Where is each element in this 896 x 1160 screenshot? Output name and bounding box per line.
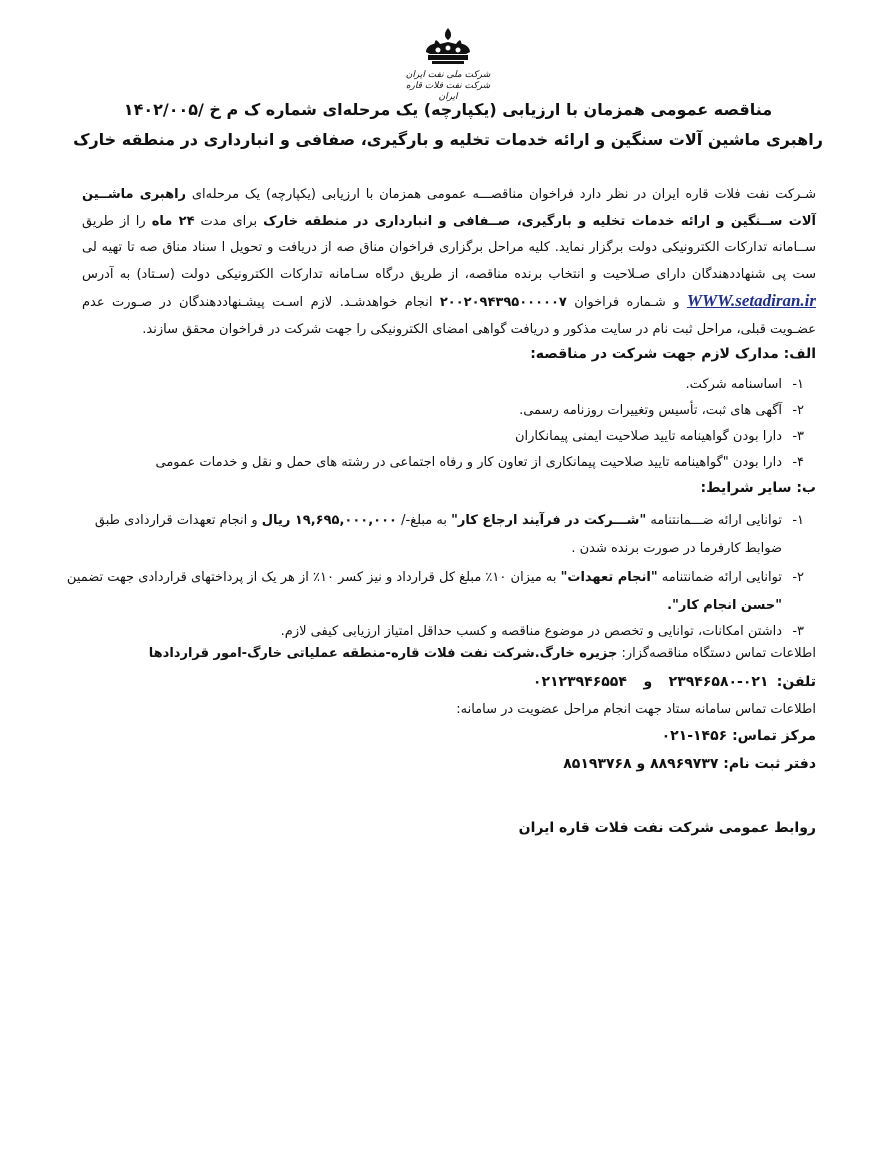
- list-item: [60, 507, 814, 563]
- intro-text-1: شـرکت نفت فلات قاره ایران در نظر دارد فراخوان مناقصـــه عمومی همزمان با ارزیابی (یکپارچه) یک مرحله‌ای: [191, 187, 816, 202]
- section-a-heading: الف: مدارک لازم جهت شرکت در مناقصه:: [530, 346, 816, 362]
- setadiran-link[interactable]: WWW.setadiran.ir: [686, 291, 816, 310]
- list-item: [60, 449, 814, 477]
- nioc-flame-logo-icon: [416, 26, 480, 68]
- contact-address: جزیره خارگ.شرکت نفت فلات قاره-منطقه عملیاتی خارگ-امور قراردادها: [148, 646, 618, 661]
- intro-text-4: و شـماره فراخوان: [574, 295, 680, 310]
- intro-duration-bold: ۲۴ ماه: [151, 213, 195, 229]
- performance-text-2: به میزان ۱۰٪ مبلغ کل قرارداد و نیز کسر ۱۰٪ از هر یک از پرداختهای قراردادی جهت تضمین: [66, 570, 557, 585]
- list-item-text: اساسنامه شرکت.: [685, 377, 782, 392]
- bid-bond-amount: ۱۹,۶۹۵,۰۰۰,۰۰۰ ریال: [261, 513, 397, 528]
- logo-caption-ioocc: شرکت نفت فلات قاره ایران: [405, 81, 491, 102]
- setad-contact-info: اطلاعات تماس سامانه ستاد جهت انجام مراحل عضویت در سامانه:: [456, 702, 816, 717]
- list-item-text: دارا بودن گواهینامه تایید صلاحیت ایمنی پیمانکاران: [514, 429, 782, 444]
- phone-number-2: ۰۲۱۲۳۹۴۶۵۵۴: [532, 674, 627, 690]
- guarantee-text-1: توانایی ارائه ضـــمانتنامه: [650, 513, 782, 528]
- intro-text-5: انجام خواهدشـد. لازم اسـت پیشـنهاددهندگان در صـورت عدم عضـویت قبلی، مراحل ثبت نام در سایت مذکور و دریافت گواهی امضای الکترونیکی را جهت شرکت در فراخوان محقق سازند.: [82, 295, 816, 337]
- list-item: [60, 397, 814, 425]
- logo-caption-nioc: شرکت ملی نفت ایران: [405, 70, 491, 80]
- list-item-number: ۱-: [792, 513, 804, 528]
- call-center-number: مرکز تماس: ۱۴۵۶-۰۲۱: [661, 728, 816, 744]
- company-logo: [398, 26, 498, 103]
- list-item-number: ۲-: [792, 403, 804, 418]
- tender-subject: راهبری ماشین آلات سنگین و ارائه خدمات تخلیه و بارگیری، صفافی و انبارداری در منطقه خارک: [73, 130, 823, 149]
- section-b-heading: ب: سایر شرایط:: [700, 480, 816, 496]
- list-item: [60, 423, 814, 451]
- call-center: [662, 728, 816, 744]
- good-performance-bold: "حسن انجام کار".: [667, 598, 782, 613]
- list-item: [60, 618, 814, 646]
- intro-text-2: برای مدت: [200, 213, 258, 229]
- guarantee-text-2: به مبلغ-/: [401, 513, 447, 528]
- phone-label: تلفن:: [776, 674, 816, 690]
- list-item: [60, 371, 814, 399]
- contact-label: اطلاعات تماس دستگاه مناقصه‌گزار:: [621, 646, 816, 661]
- list-item-number: ۲-: [792, 570, 804, 585]
- list-item-text: داشتن امکانات، توانایی و تخصص در موضوع مناقصه و کسب حداقل امتیاز ارزیابی کیفی لازم.: [280, 624, 782, 639]
- performance-bond-bold: "انجام تعهدات": [560, 570, 658, 585]
- contact-phone: [533, 674, 816, 690]
- contact-tenderer: [149, 646, 816, 661]
- list-item-number: ۴-: [792, 455, 804, 470]
- phone-number-1: ۰۲۱-۲۳۹۴۶۵۸۰: [668, 674, 769, 690]
- list-item-number: ۳-: [792, 624, 804, 639]
- list-item-number: ۳-: [792, 429, 804, 444]
- guarantee-text-3: و انجام تعهدات قراردادی طبق ضوابط کارفرما در صورت برنده شدن .: [94, 513, 782, 556]
- intro-paragraph: [82, 182, 816, 343]
- intro-subject-bold: راهبری ماشــین آلات ســنگین و ارائه خدمات تخلیه و بارگیری، صــفافی و انبارداری در منطقه خارک: [82, 187, 816, 229]
- phone-and: و: [643, 674, 653, 690]
- list-item: [60, 564, 814, 620]
- registration-office: [563, 756, 816, 772]
- tender-number-bold: ۲۰۰۲۰۹۴۳۹۵۰۰۰۰۰۷: [439, 295, 567, 310]
- list-item-text: آگهی های ثبت، تأسیس وتغییرات روزنامه رسمی.: [519, 403, 782, 418]
- tender-title: مناقصه عمومی همزمان با ارزیابی (یکپارچه) یک مرحله‌ای شماره ک م خ /۱۴۰۲/۰۰۵: [123, 100, 773, 119]
- list-item-text: [60, 564, 782, 620]
- list-item-text: [60, 507, 782, 563]
- list-item-number: ۱-: [792, 377, 804, 392]
- list-item-text: دارا بودن "گواهینامه تایید صلاحیت پیمانکاری از تعاون کار و رفاه اجتماعی در رشته های حمل و نقل و خدمات عمومی: [155, 455, 782, 470]
- registration-numbers: دفتر ثبت نام: ۸۸۹۶۹۷۳۷ و ۸۵۱۹۳۷۶۸: [563, 756, 816, 772]
- bid-bond-bold: "شـــرکت در فرآیند ارجاع کار": [451, 513, 647, 528]
- public-relations-signature: روابط عمومی شرکت نفت فلات قاره ایران: [518, 820, 816, 836]
- intro-text-3: را از طریق ســامانه تدارکات الکترونیکی دولت برگزار نماید. کلیه مراحل برگزاری فراخوان مناق صه از دریافت و تحویل ا سناد مناق صه تا تهیه لی ست پی شنهاددهندگان دارای صـلاحیت و انتخاب برنده مناقصه، از طریق درگاه سـامانه تدارکات الکترونیکی دولت (سـتاد) به آدرس: [82, 213, 816, 282]
- performance-text-1: توانایی ارائه ضمانتنامه: [661, 570, 782, 585]
